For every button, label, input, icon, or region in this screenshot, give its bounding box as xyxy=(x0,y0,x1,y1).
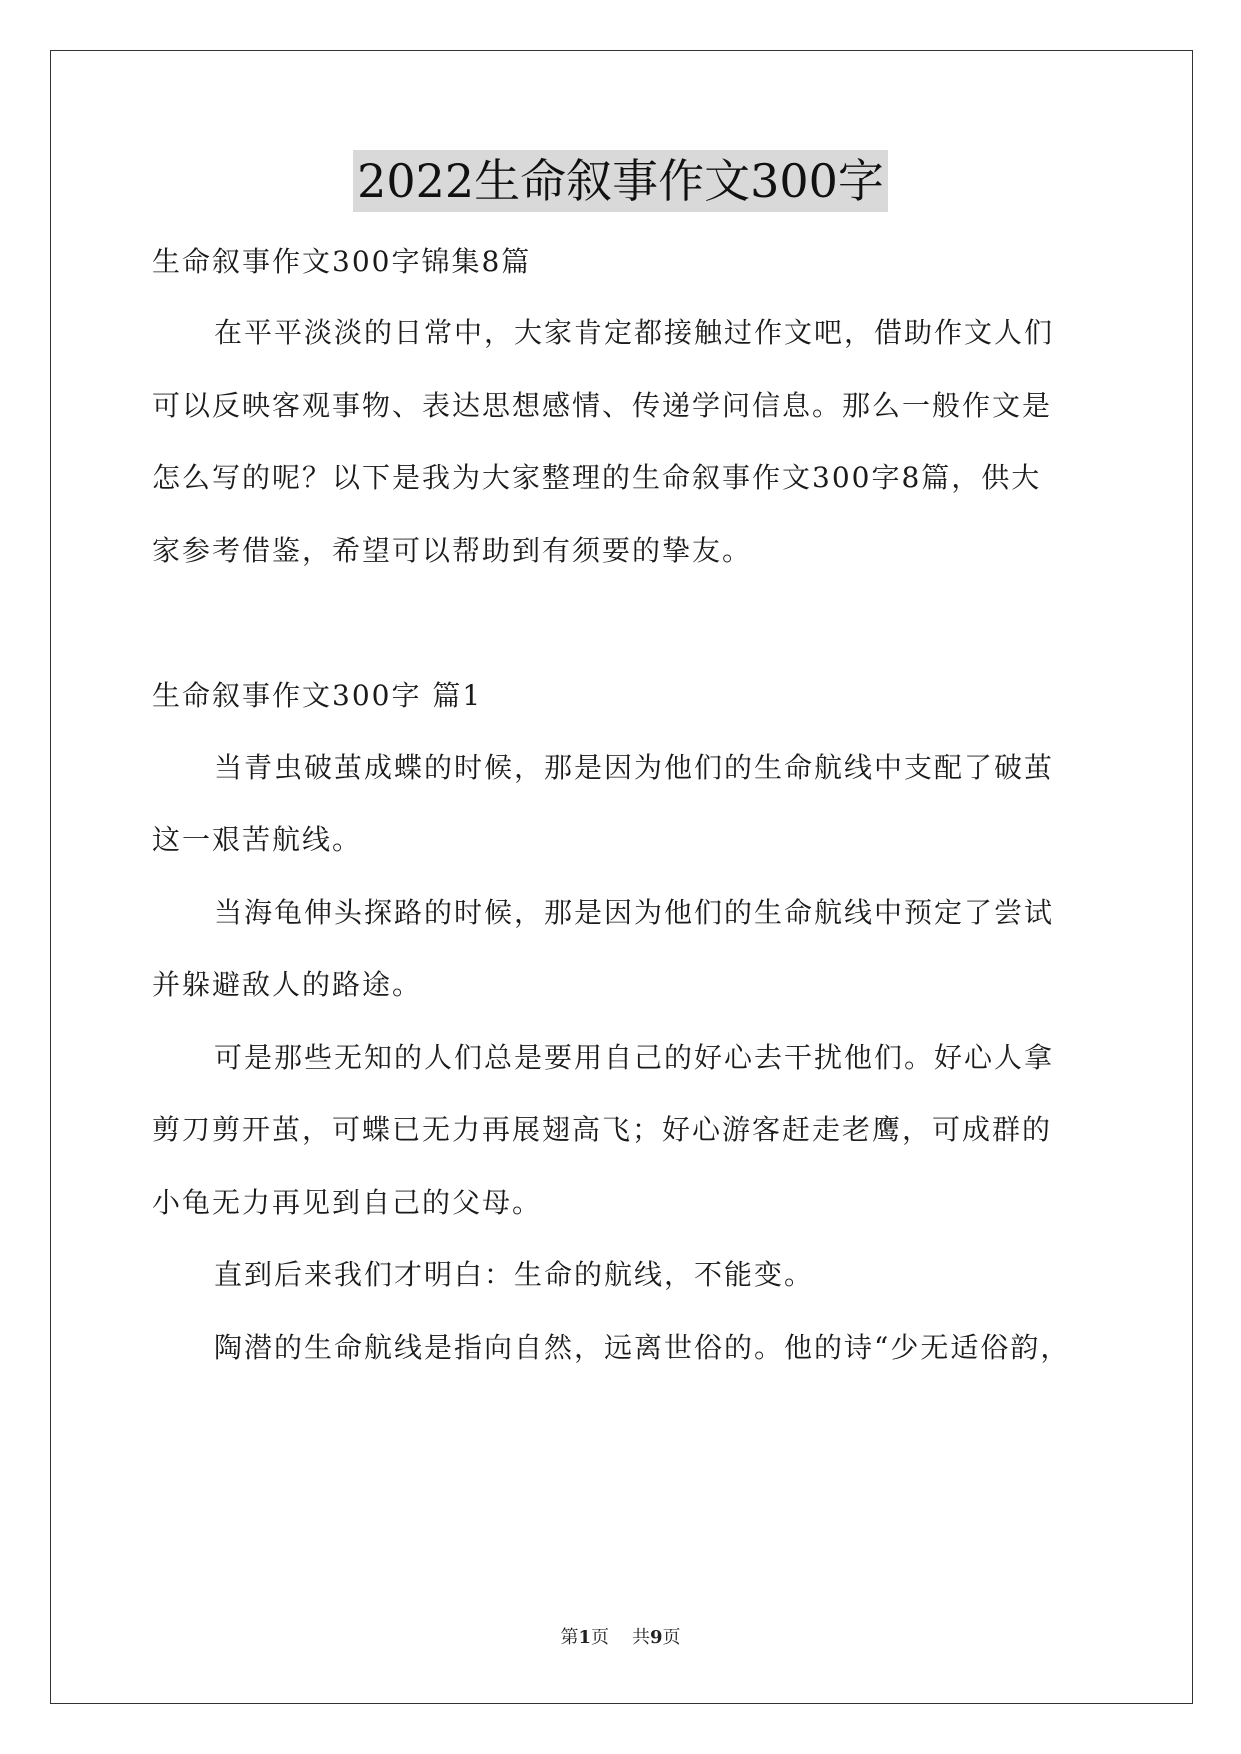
footer-total-prefix: 共 xyxy=(631,1627,650,1648)
intro-line-2: 可以反映客观事物、表达思想感情、传递学问信息。那么一般作文是 xyxy=(152,389,1053,422)
body-line: 这一艰苦航线。 xyxy=(152,823,363,856)
footer-page-total: 9 xyxy=(649,1627,663,1648)
intro-line-1: 在平平淡淡的日常中，大家肯定都接触过作文吧，借助作文人们 xyxy=(214,316,1055,349)
section-heading-1: 生命叙事作文300字 篇1 xyxy=(152,679,483,712)
intro-line-4: 家参考借鉴，希望可以帮助到有须要的挚友。 xyxy=(152,534,753,567)
body-line: 可是那些无知的人们总是要用自己的好心去干扰他们。好心人拿 xyxy=(214,1041,1055,1074)
body-line: 当青虫破茧成蝶的时候，那是因为他们的生命航线中支配了破茧 xyxy=(214,751,1055,784)
body-line: 并躲避敌人的路途。 xyxy=(152,968,423,1001)
collection-heading: 生命叙事作文300字锦集8篇 xyxy=(152,245,532,278)
body-line: 陶潜的生命航线是指向自然，远离世俗的。他的诗“少无适俗韵， xyxy=(214,1331,1071,1364)
body-line: 剪刀剪开茧，可蝶已无力再展翅高飞；好心游客赶走老鹰，可成群的 xyxy=(152,1113,1053,1146)
document-title: 2022生命叙事作文300字 xyxy=(353,150,888,212)
footer-page-suffix: 页 xyxy=(591,1627,610,1648)
body-line: 直到后来我们才明白：生命的航线，不能变。 xyxy=(214,1258,815,1291)
page-footer xyxy=(0,1626,1241,1650)
page-border xyxy=(50,50,1193,1704)
intro-line-3: 怎么写的呢？以下是我为大家整理的生命叙事作文300字8篇，供大 xyxy=(152,461,1042,494)
footer-page-current: 1 xyxy=(578,1627,592,1648)
footer-total-suffix: 页 xyxy=(662,1627,681,1648)
body-line: 当海龟伸头探路的时候，那是因为他们的生命航线中预定了尝试 xyxy=(214,896,1055,929)
title-container xyxy=(0,150,1241,212)
footer-page-prefix: 第 xyxy=(560,1627,579,1648)
body-line: 小龟无力再见到自己的父母。 xyxy=(152,1186,543,1219)
